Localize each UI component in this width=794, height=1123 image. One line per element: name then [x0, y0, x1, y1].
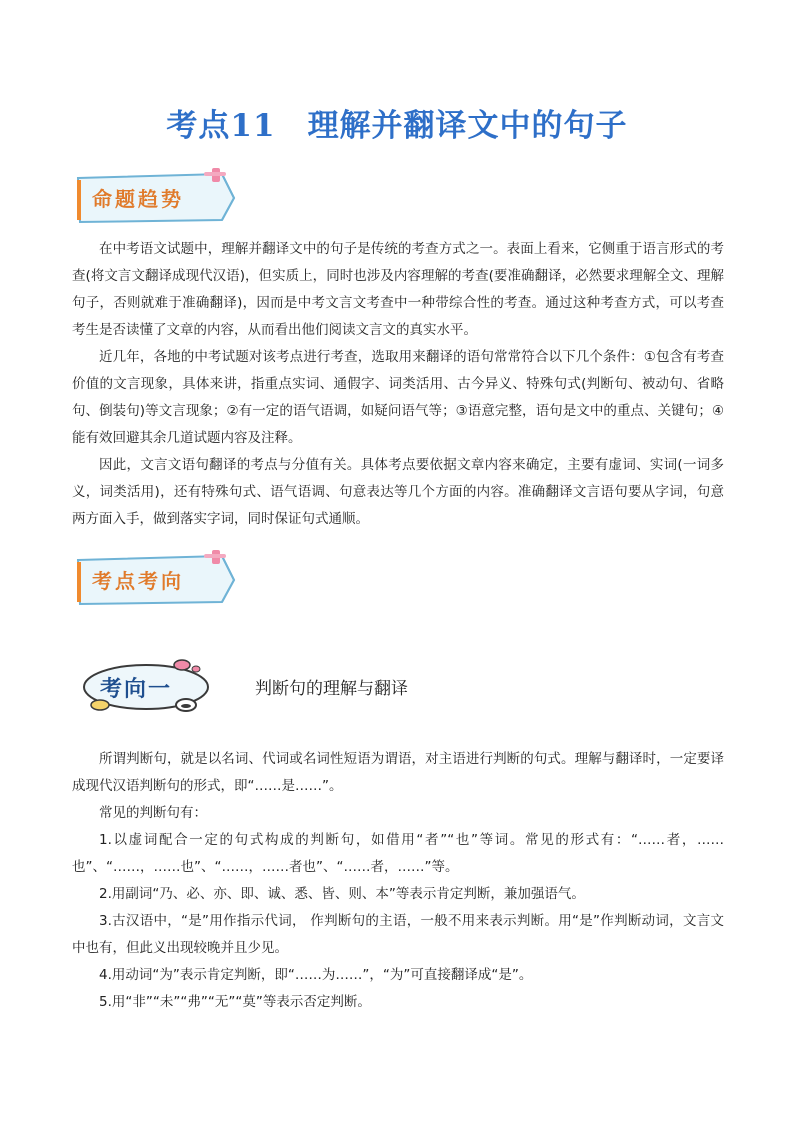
banner-mingti [72, 168, 242, 224]
title-number: 11 [230, 108, 276, 144]
section-badge [78, 655, 218, 717]
section-badge-label: 考向一 [100, 676, 173, 702]
intro-paragraphs [72, 236, 724, 533]
intro-paragraph: 近几年，各地的中考试题对该考点进行考查，选取用来翻译的语句常常符合以下几个条件：①包含有考查价值的文言现象，具体来讲，指重点实词、通假字、词类活用、古今异义、特殊句式(判断句、被动句、省略句、倒装句)等文言现象；②有一定的语气语调，如疑问语气等；③语意完整，语句是文中的重点、关键句；④能有效回避其余几道试题内容及注释。 [72, 349, 724, 446]
intro-paragraph: 在中考语文试题中，理解并翻译文中的句子是传统的考查方式之一。表面上看来，它侧重于语言形式的考查(将文言文翻译成现代汉语)，但实质上，同时也涉及内容理解的考查(要准确翻译，必然要求理解全文、理解句子，否则就难于准确翻译)，因而是中考文言文考查中一种带综合性的考查。通过这种考查方式，可以考查考生是否读懂了文章的内容，从而看出他们阅读文言文的真实水平。 [72, 241, 724, 338]
list-item: 常见的判断句有： [99, 805, 207, 821]
title-prefix: 考点 [166, 108, 231, 144]
title-text: 理解并翻译文中的句子 [307, 108, 628, 144]
page-title [0, 100, 794, 145]
section-heading: 判断句的理解与翻译 [255, 679, 408, 699]
banner-mingti-label: 命题趋势 [92, 187, 184, 211]
list-item: 1.以虚词配合一定的句式构成的判断句，如借用“者”“也”等词。常见的形式有：“……者，……也”、“……，……也”、“……，……者也”、“……者，……”等。 [72, 832, 724, 875]
list-item: 5.用“非”“未”“弗”“无”“莫”等表示否定判断。 [99, 994, 371, 1010]
list-item: 3.古汉语中，“是”用作指示代词， 作判断句的主语，一般不用来表示判断。用“是”作判断动词，文言文中也有，但此义出现较晚并且少见。 [72, 913, 724, 956]
intro-paragraph: 因此，文言文语句翻译的考点与分值有关。具体考点要依据文章内容来确定，主要有虚词、实词(一词多义，词类活用)，还有特殊句式、语气语调、句意表达等几个方面的内容。准确翻译文言语句要从字词，句意两方面入手，做到落实字词，同时保证句式通顺。 [72, 457, 724, 527]
banner-kaodian [72, 550, 242, 606]
judgement-list [72, 746, 724, 1016]
list-item: 所谓判断句，就是以名词、代词或名词性短语为谓语，对主语进行判断的句式。理解与翻译时，一定要译成现代汉语判断句的形式，即“……是……”。 [72, 751, 724, 794]
banner-kaodian-label: 考点考向 [92, 569, 184, 593]
list-item: 4.用动词“为”表示肯定判断，即“……为……”，“为”可直接翻译成“是”。 [99, 967, 533, 983]
list-item: 2.用副词“乃、必、亦、即、诚、悉、皆、则、本”等表示肯定判断，兼加强语气。 [99, 886, 585, 902]
